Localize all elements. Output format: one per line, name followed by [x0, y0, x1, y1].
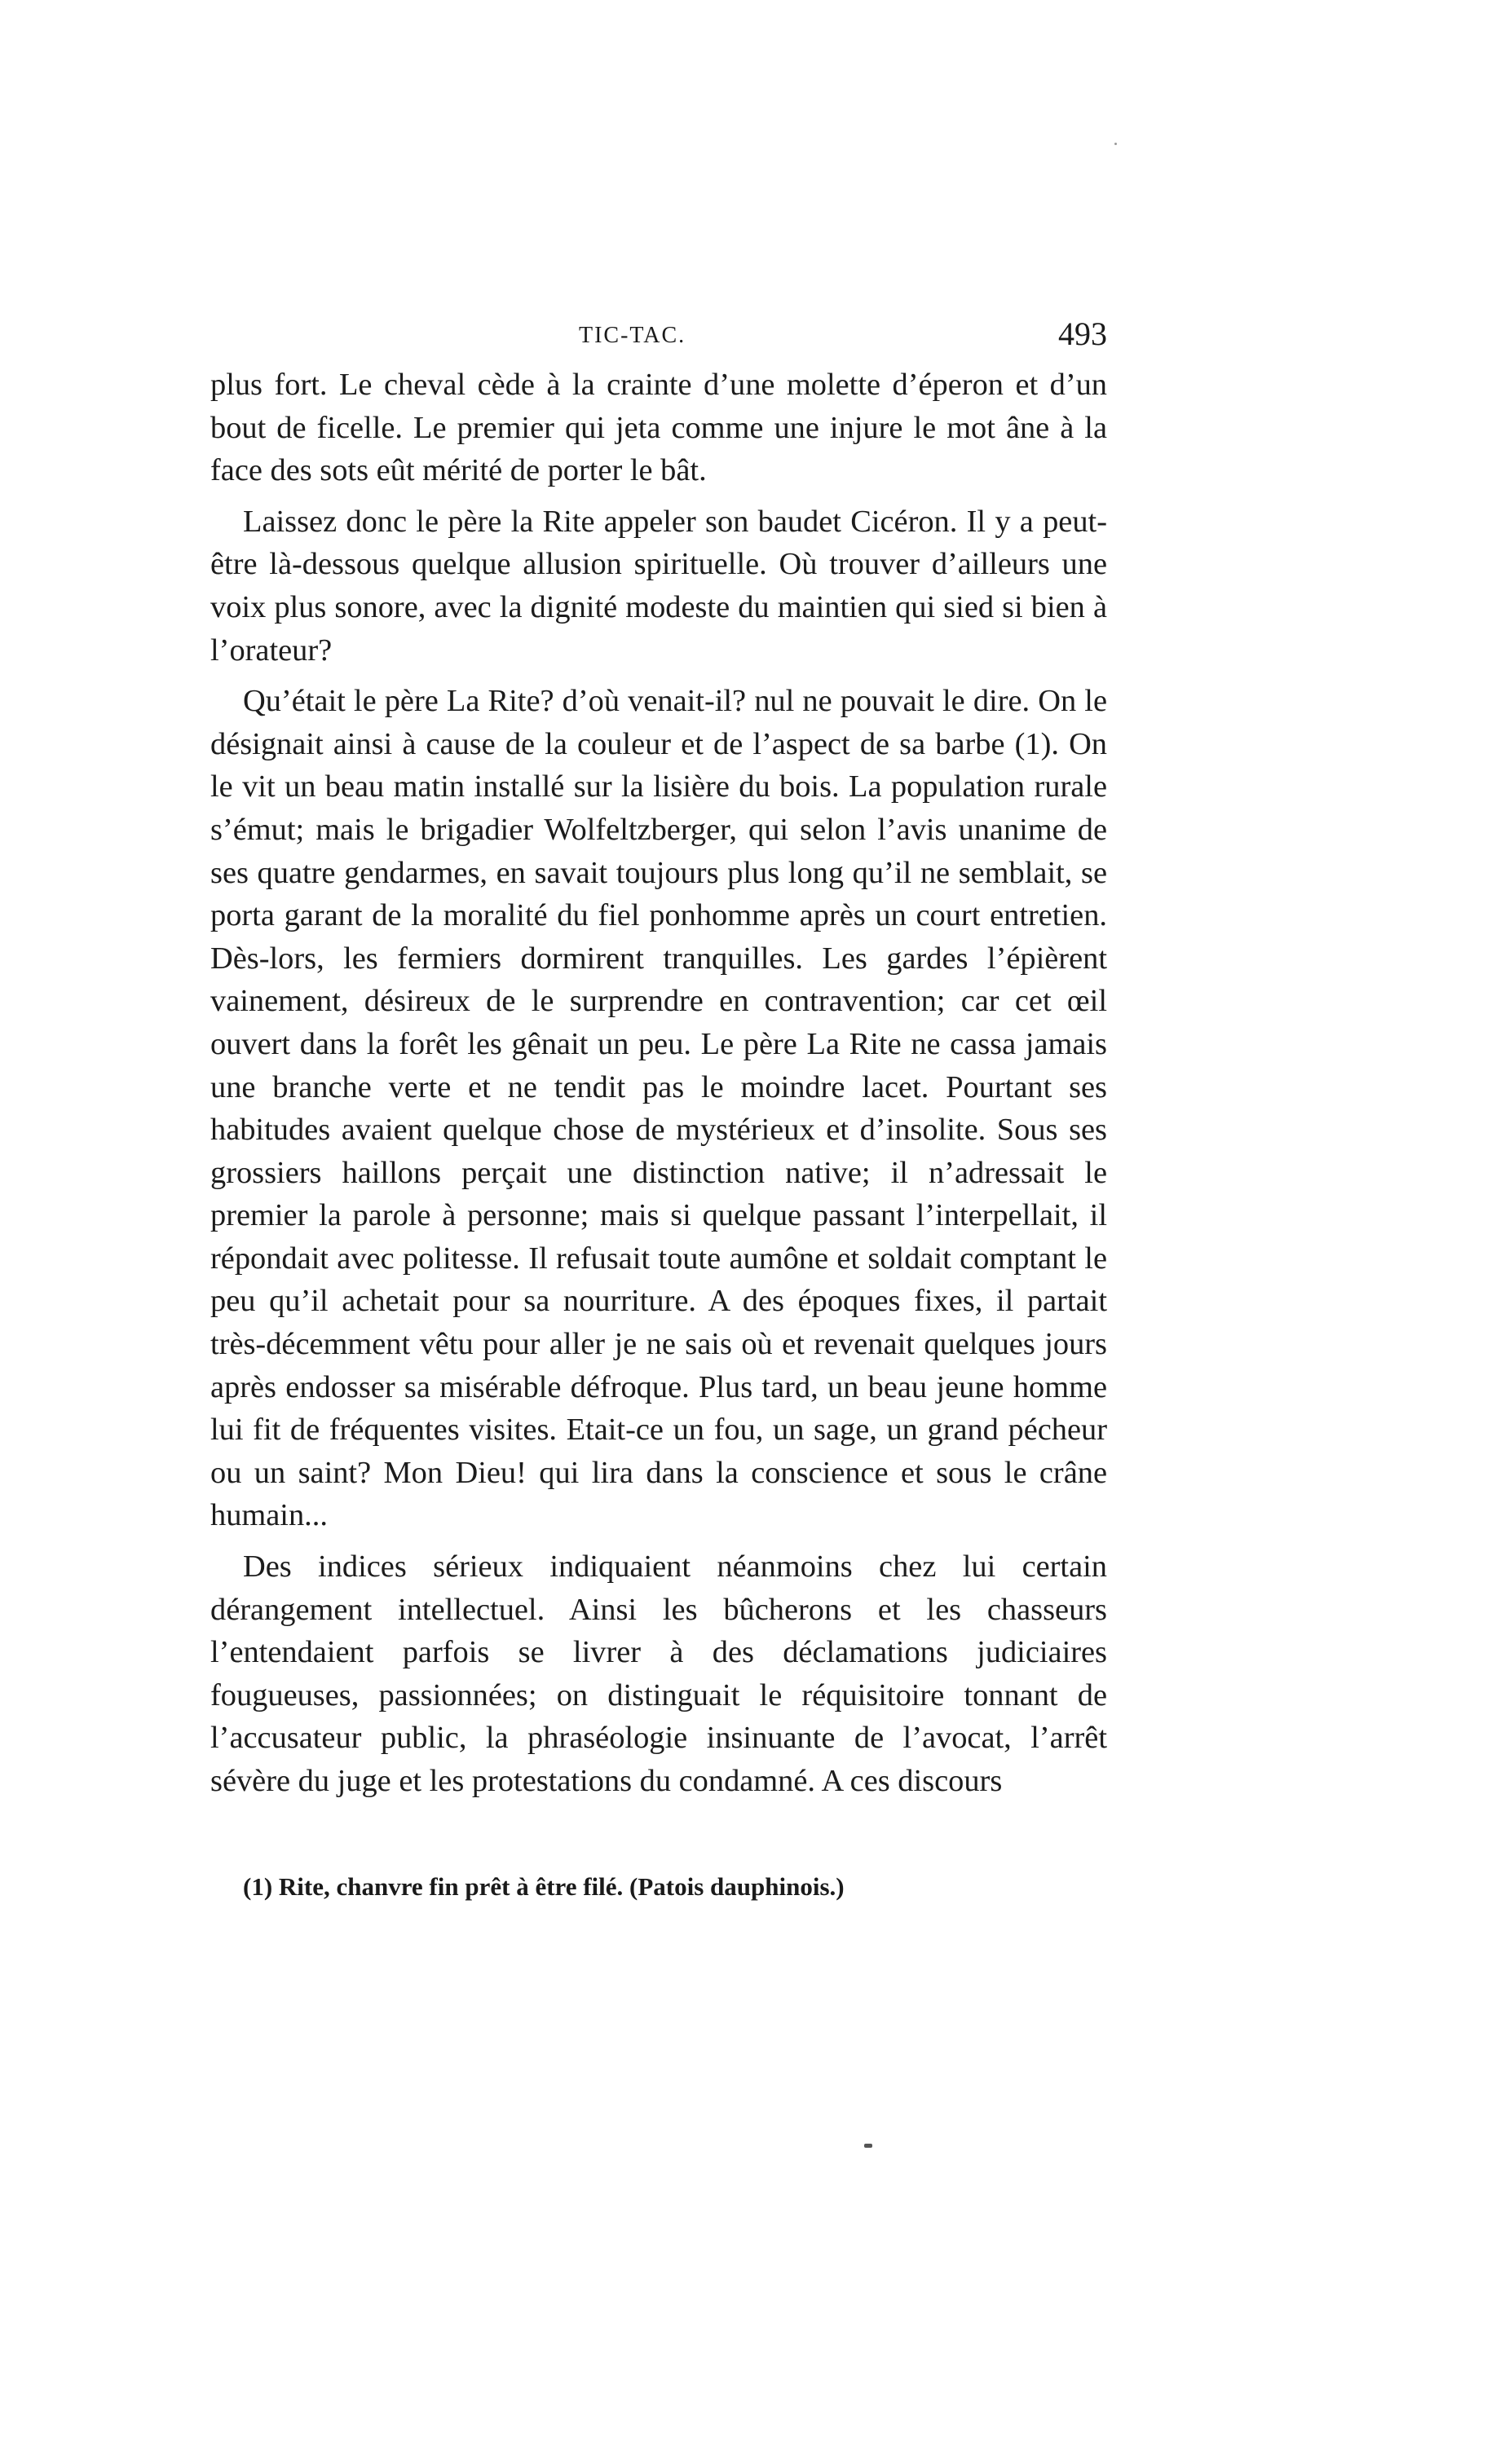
paragraph: Qu’était le père La Rite? d’où venait-il? nul ne pouvait le dire. On le désignait ainsi à cause de la couleur et de l’aspect de sa barbe (1). On le vit un beau matin installé sur la lisière du bois. La population rurale s’émut; mais le brigadier Wolfeltzberger, qui selon l’avis unanime de ses quatre gendarmes, en savait toujours plus long qu’il ne semblait, se porta garant de la moralité du fiel ponhomme après un court entretien. Dès-lors, les fermiers dormirent tranquilles. Les gardes l’épièrent vainement, désireux de le surprendre en contravention; car cet œil ouvert dans la forêt les gênait un peu. Le père La Rite ne cassa jamais une branche verte et ne tendit pas le moindre lacet. Pourtant ses habitudes avaient quelque chose de mystérieux et d’insolite. Sous ses grossiers haillons perçait une distinction native; il n’adressait le premier la parole à personne; mais si quelque passant l’interpellait, il répondait avec politesse. Il refusait toute aumône et soldait comptant le peu qu’il achetait pour sa nourriture. A des époques fixes, il partait très-décemment vêtu pour aller je ne sais où et revenait quelques jours après endosser sa misérable défroque. Plus tard, un beau jeune homme lui fit de fréquentes visites. Etait-ce un fou, un sage, un grand pécheur ou un saint? Mon Dieu! qui lira dans la conscience et sous le crâne humain... [210, 684, 1107, 1533]
paragraph: plus fort. Le cheval cède à la crainte d’une molette d’éperon et d’un bout de ficelle. Le premier qui jeta comme une injure le mot âne à la face des sots eût mérité de porter le bât. [210, 368, 1107, 488]
page-number: 493 [1058, 315, 1107, 352]
body-text [210, 364, 1107, 1803]
ink-speck [1114, 143, 1117, 145]
footnote: (1) Rite, chanvre fin prêt à être filé. (Patois dauphinois.) [243, 1872, 845, 1901]
running-head [210, 315, 1107, 364]
running-title: TIC-TAC. [579, 323, 686, 348]
ink-speck [864, 2144, 872, 2148]
paragraph: Des indices sérieux indiquaient néanmoins chez lui certain dérangement intellectuel. Ainsi les bûcherons et les chasseurs l’entendaient parfois se livrer à des déclamations judiciaires fougueuses, passionnées; on distinguait le réquisitoire tonnant de l’accusateur public, la phraséologie insinuante de l’avocat, l’arrêt sévère du juge et les protestations du condamné. A ces discours [210, 1549, 1107, 1798]
paragraph: Laissez donc le père la Rite appeler son baudet Cicéron. Il y a peut-être là-dessous quelque allusion spirituelle. Où trouver d’ailleurs une voix plus sonore, avec la dignité modeste du maintien qui sied si bien à l’orateur? [210, 504, 1107, 668]
